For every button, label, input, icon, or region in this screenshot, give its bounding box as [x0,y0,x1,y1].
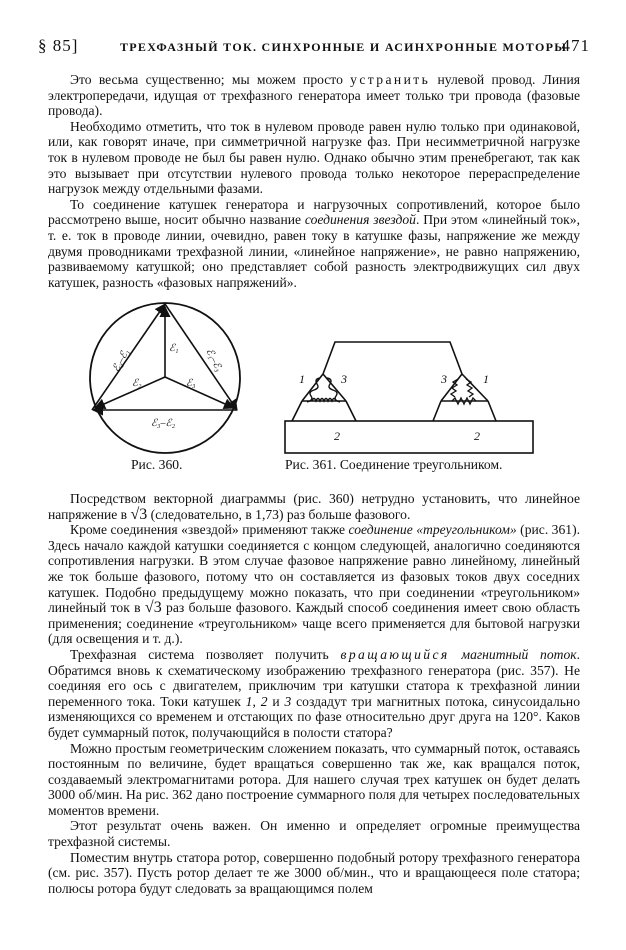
term-magnetic-flux: магнитный поток [449,646,577,662]
page-number: 471 [561,36,590,55]
running-header [38,36,590,60]
paragraph-7: Можно простым геометрическим сложением показать, что суммарный поток, оставаясь постоянным по величине, будет вращаться совершенно так же, как вращался поток, создаваемый электромагнитами ротора. Для нашего случая трех катушек он будет делать 3000 об/мин. На рис. 362 дано построение суммарного поля для четырех последовательных моментов времени. [48,740,580,818]
fig360-side-right [165,304,237,410]
fig361-left-label-1: 1 [299,372,305,386]
caption-fig-360: Рис. 360. [131,457,183,472]
paragraph-2: Необходимо отметить, что ток в нулевом проводе равен нулю только при одинаковой, или, как говорят иначе, при симметричной нагрузке фаз. При несимметричной нагрузке ток в нулевом проводе не был бы равен нулю. Однако обычно этим пренебрегают, так как это вызывает при отсутствии нулевого провода только некоторое перераспределение нагрузок между отдельными фазами. [48,118,580,197]
sqrt-three: √3 [130,505,148,523]
term-delta-connection: соединение «треугольником» [348,522,517,538]
paragraph-6: Трехфазная система позволяет получить вращающийся магнитный поток. Обратимся вновь к схематическому изображению трехфазного генератора (рис. 357). Не соединяя его ось с двигателем, приключим три катушки статора к трехфазной линии переменного тока. Токи катушек 1, 2 и 3 создадут три магнитных потока, синусоидально изменяющихся со временем и отстающих по фазе относительно друг друга на 120°. Каков будет суммарный поток, получающийся в полости статора? [48,646,581,740]
paragraph-5: Кроме соединения «звездой» применяют также соединение «треугольником» (рис. 361). Здесь начало каждой катушки соединяется с концом следующей, аналогично соединяются сопротивления нагрузки. В этом случае фазовое напряжение равно линейному, линейный же ток больше фазового, потому что он составляется из фазовых токов двух соседних катушек. Подобно предыдущему можно показать, что при соединении «треугольником» линейный ток в √3 раз больше фазового. Каждый способ соединения имеет свою область применения; соединение «треугольником» чаще всего применяется для бытовой нагрузки (для освещения и т. д.). [48,522,580,647]
spaced-word: устранить [350,72,431,87]
fig360-label-e2: ℰ₂ [132,378,142,389]
running-title: ТРЕХФАЗНЫЙ ТОК. СИНХРОННЫЕ И АСИНХРОННЫЕ МОТОРЫ [120,40,568,54]
fig360-label-e2-e1: ℰ₂–ℰ₁ [110,347,132,374]
paragraph-8: Этот результат очень важен. Он именно и определяет огромные преимущества трехфазной системы. [48,818,580,850]
fig360-label-e3-e2: ℰ₃–ℰ₂ [151,418,176,429]
fig361-right-resistor-1 [466,379,473,397]
fig360-vector-e3 [165,377,234,408]
text-block-top [48,72,580,290]
fig360-label-e1-e3: ℰ₁–ℰ₃ [203,346,225,374]
fig360-label-e1: ℰ₁ [169,343,179,354]
paragraph-4: Посредством векторной диаграммы (рис. 360) нетрудно установить, что линейное напряжение в √3 (следовательно, в 1,73) раз больше фазового. [48,491,580,523]
paragraph-1: Это весьма существенно; мы можем просто устранить нулевой провод. Линия электропередачи, идущая от трехфазного генератора имеет только три провода (фазовые провода). [48,72,580,119]
text-block-bottom [48,491,580,896]
fig361-right-label-1: 1 [483,372,489,386]
fig360-label-e3: ℰ₃ [186,378,196,389]
caption-fig-361: Рис. 361. Соединение треугольником. [285,457,503,472]
figure-360-vector-diagram [0,293,626,483]
fig361-bottom-box [285,421,533,453]
figures-area [0,293,626,483]
fig360-vector-e2 [95,377,165,408]
fig361-left-label-2: 2 [334,429,340,443]
fig361-right-label-2: 2 [474,429,480,443]
fig361-right-label-3: 3 [441,372,447,386]
spaced-word: вращающийся [340,646,450,662]
section-number: § 85] [38,36,79,55]
paragraph-9: Поместим внутрь статора ротор, совершенно подобный ротору трехфазного генератора (см. рис. 357). Пусть ротор делает те же 3000 об/мин., что и вращающееся поле статора; полюсы ротора будут следовать за вращающимся полем [48,849,580,896]
figure-361-delta-diagram [285,342,533,453]
fig361-left-coil-2 [312,399,336,402]
fig361-left-label-3: 3 [341,372,347,386]
sqrt-three: √3 [144,599,162,617]
term-star-connection: соединения звездой [304,212,416,228]
fig361-top-wire [323,342,462,374]
paragraph-3: То соединение катушек генератора и нагрузочных сопротивлений, которое было рассмотрено выше, носит обычно название соединения звездой. При этом «линейный ток», т. е. ток в проводе линии, очевидно, равен току в катушке фазы, напряжение же между двумя проводниками трехфазной линии, «линейное напряжение», не равно напряжению, развиваемому катушкой; оно представляет собой разность электродвижущих сил двух катушек, разность «фазовых напряжений». [48,196,580,290]
